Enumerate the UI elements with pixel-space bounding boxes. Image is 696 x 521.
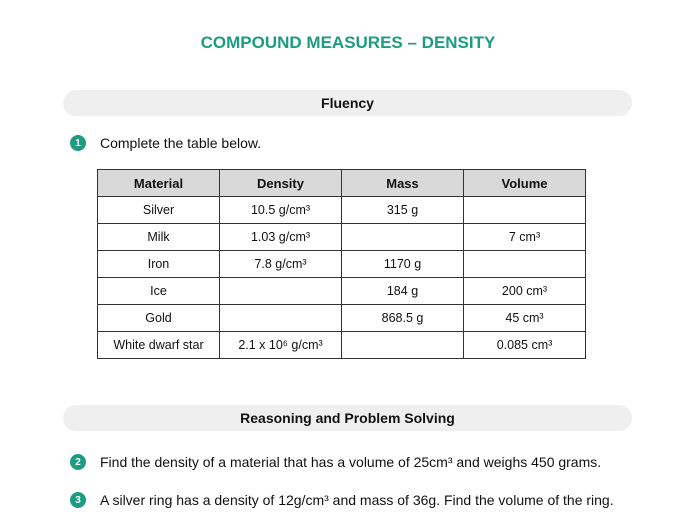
question-number-badge: 1 — [70, 135, 86, 151]
table-cell: 868.5 g — [342, 305, 464, 332]
table-cell: Milk — [98, 224, 220, 251]
question-text: Find the density of a material that has a volume of 25cm³ and weighs 450 grams. — [100, 454, 602, 470]
table-cell: 315 g — [342, 197, 464, 224]
question-number-badge: 2 — [70, 454, 86, 470]
question-text: Complete the table below. — [100, 135, 262, 151]
density-table — [97, 169, 586, 359]
table-row — [98, 278, 586, 305]
table-cell: 0.085 cm³ — [464, 332, 586, 359]
table-row — [98, 251, 586, 278]
table-cell: Ice — [98, 278, 220, 305]
table-cell — [220, 305, 342, 332]
question-1 — [70, 135, 261, 151]
table-cell: 2.1 x 10⁶ g/cm³ — [220, 332, 342, 359]
table-row — [98, 305, 586, 332]
question-3 — [70, 492, 614, 508]
table-cell — [220, 278, 342, 305]
column-header: Density — [220, 170, 342, 197]
page-title: COMPOUND MEASURES – DENSITY — [200, 33, 496, 52]
table-cell: Gold — [98, 305, 220, 332]
column-header: Material — [98, 170, 220, 197]
question-text: A silver ring has a density of 12g/cm³ and mass of 36g. Find the volume of the ring. — [100, 492, 614, 508]
section-reasoning: Reasoning and Problem Solving — [63, 405, 632, 431]
table-cell: 200 cm³ — [464, 278, 586, 305]
table-cell: 7 cm³ — [464, 224, 586, 251]
table-cell: 10.5 g/cm³ — [220, 197, 342, 224]
table-row — [98, 197, 586, 224]
column-header: Mass — [342, 170, 464, 197]
table-cell: Silver — [98, 197, 220, 224]
table-row — [98, 224, 586, 251]
table-row — [98, 332, 586, 359]
table-cell: Iron — [98, 251, 220, 278]
table-cell: 45 cm³ — [464, 305, 586, 332]
table-cell: White dwarf star — [98, 332, 220, 359]
section-fluency: Fluency — [63, 90, 632, 116]
table-cell: 1.03 g/cm³ — [220, 224, 342, 251]
column-header: Volume — [464, 170, 586, 197]
table-cell: 7.8 g/cm³ — [220, 251, 342, 278]
table-cell: 1170 g — [342, 251, 464, 278]
table-cell — [342, 332, 464, 359]
table-cell: 184 g — [342, 278, 464, 305]
table-cell — [464, 197, 586, 224]
table-cell — [464, 251, 586, 278]
table-cell — [342, 224, 464, 251]
question-number-badge: 3 — [70, 492, 86, 508]
question-2 — [70, 454, 601, 470]
